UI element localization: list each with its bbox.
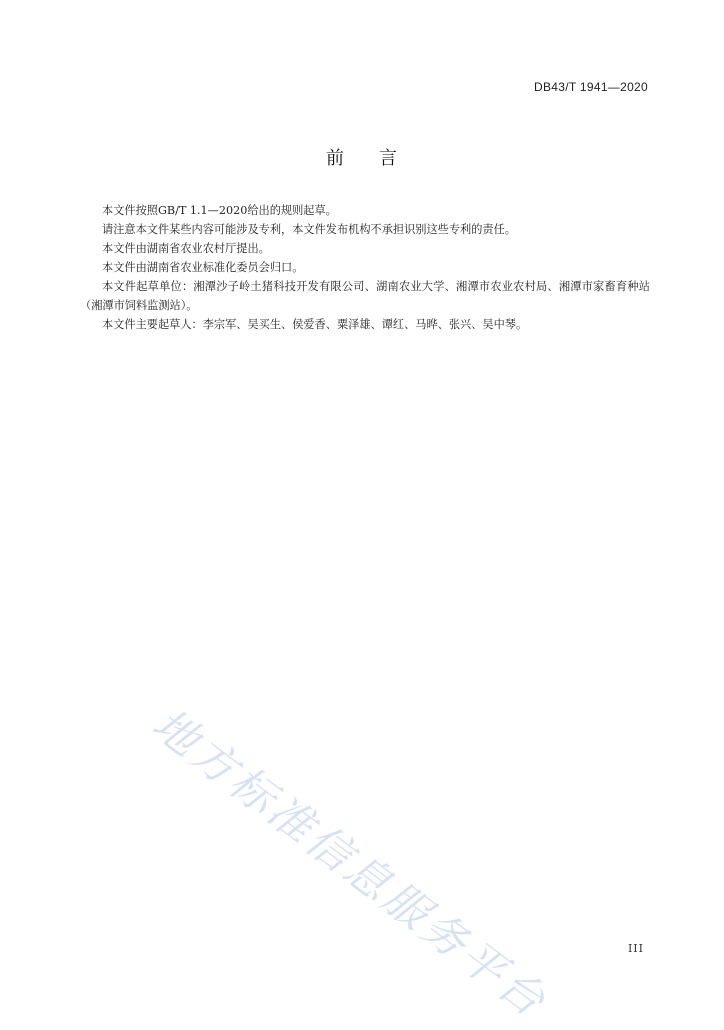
page-number: III <box>627 942 644 955</box>
paragraph-drafting-units: 本文件起草单位：湘潭沙子岭土猪科技开发有限公司、湖南农业大学、湘潭市农业农村局、湘潭市家畜育种站（湘潭市饲料监测站）。 <box>80 280 650 312</box>
title-char-2: 言 <box>379 148 398 169</box>
page-title <box>0 144 724 170</box>
standard-code: DB43/T 1941—2020 <box>534 80 648 94</box>
paragraph-drafting-rules: 本文件按照GB/T 1.1—2020给出的规则起草。 <box>102 204 337 217</box>
paragraph-patent-notice: 请注意本文件某些内容可能涉及专利，本文件发布机构不承担识别这些专利的责任。 <box>102 223 516 236</box>
paragraph-centralized-by: 本文件由湖南省农业标准化委员会归口。 <box>102 261 304 274</box>
paragraph-proposed-by: 本文件由湖南省农业农村厅提出。 <box>102 242 270 255</box>
paragraph-drafters: 本文件主要起草人：李宗军、吴买生、侯爱香、粟泽雄、谭红、马晔、张兴、吴中琴。 <box>102 318 528 331</box>
watermark: 地方标准信息服务平台 <box>142 698 557 1029</box>
foreword-body <box>80 201 650 334</box>
title-char-1: 前 <box>326 148 345 169</box>
